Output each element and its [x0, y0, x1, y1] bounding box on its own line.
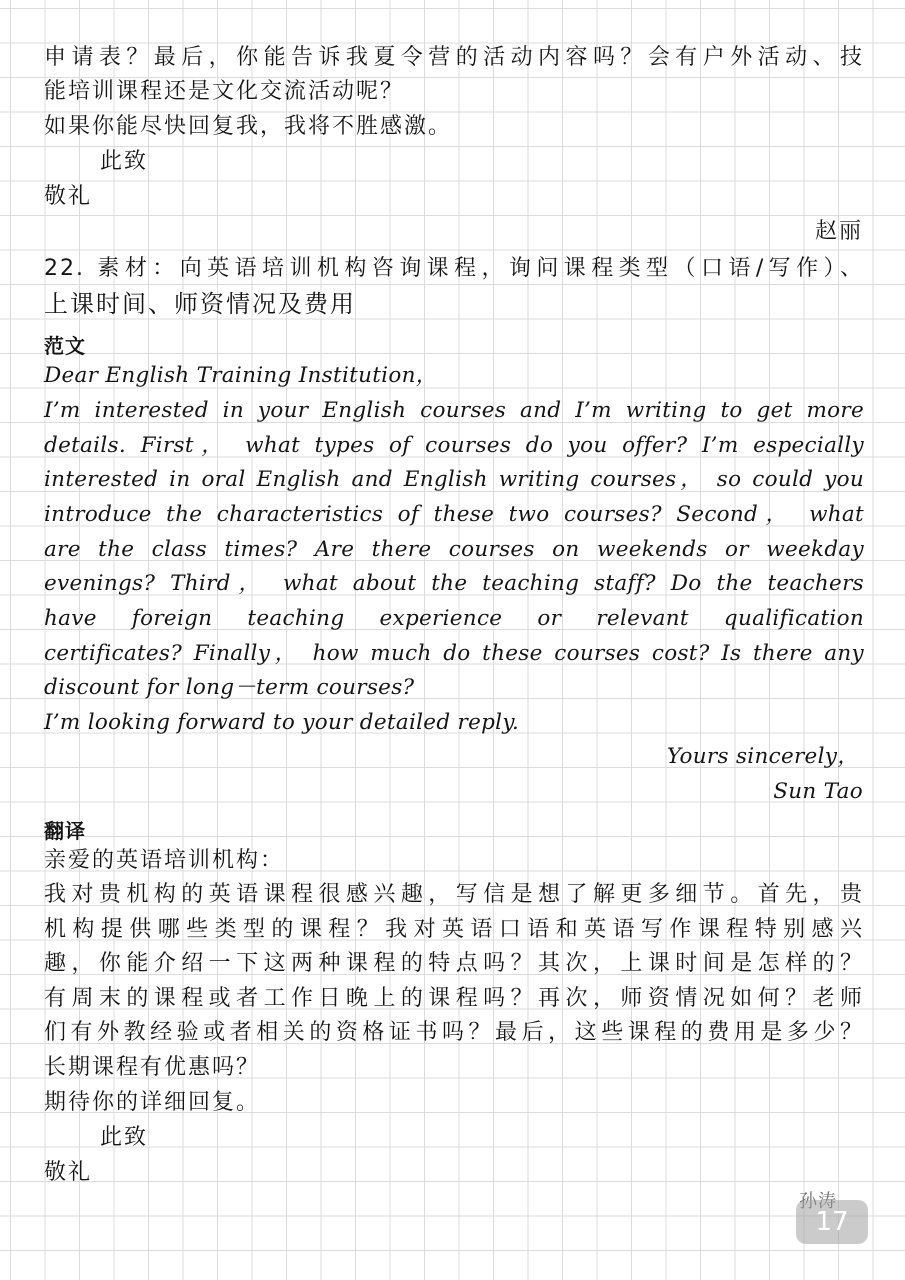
sample-line: have foreign teaching experience or relevant qualification: [44, 606, 864, 631]
translation-line: 期待你的详细回复。: [44, 1090, 261, 1115]
sample-line: details. First， what types of courses do you offer? I’m especially: [44, 433, 864, 458]
sample-closing: Yours sincerely，: [666, 744, 859, 769]
sample-line: introduce the characteristics of these two courses? Second， what: [44, 502, 864, 527]
sample-line: I’m interested in your English courses and I’m writing to get more: [44, 398, 864, 423]
translation-line: 有周末的课程或者工作日晚上的课程吗？再次，师资情况如何？老师: [44, 986, 864, 1011]
sample-line: are the class times? Are there courses on weekends or weekday: [44, 537, 864, 562]
translation-line: 长期课程有优惠吗？: [44, 1055, 261, 1080]
task-prompt-line-2: 上课时间、师资情况及费用: [44, 290, 356, 318]
translation-salutation: 亲爱的英语培训机构：: [44, 848, 285, 873]
previous-letter-line-3: 如果你能尽快回复我，我将不胜感激。: [44, 114, 453, 139]
sample-salutation: Dear English Training Institution，: [44, 363, 438, 388]
page-number-badge: 17: [796, 1200, 868, 1244]
translation-closing-2: 敬礼: [44, 1160, 93, 1185]
previous-letter-line-2: 能培训课程还是文化交流活动呢？: [44, 79, 405, 104]
translation-line: 我对贵机构的英语课程很感兴趣，写信是想了解更多细节。首先，贵: [44, 882, 864, 907]
translation-line: 机构提供哪些类型的课程？我对英语口语和英语写作课程特别感兴: [44, 917, 864, 942]
sample-line: discount for long－term courses?: [44, 675, 415, 700]
sample-line: I’m looking forward to your detailed reply.: [44, 710, 520, 735]
sample-signature: Sun Tao: [773, 779, 863, 804]
translation-line: 趣，你能介绍一下这两种课程的特点吗？其次，上课时间是怎样的？: [44, 951, 864, 976]
previous-letter-closing-2: 敬礼: [44, 184, 93, 209]
translation-closing-1: 此致: [100, 1125, 149, 1150]
previous-letter-line-1: 申请表？最后，你能告诉我夏令营的活动内容吗？会有户外活动、技: [44, 45, 864, 70]
sample-line: certificates? Finally， how much do these courses cost? Is there any: [44, 641, 864, 666]
sample-heading: 范文: [44, 334, 86, 358]
task-prompt-line-1: 22. 素材：向英语培训机构咨询课程，询问课程类型（口语/写作）、: [44, 256, 864, 281]
translation-heading: 翻译: [44, 819, 86, 843]
sample-line: interested in oral English and English writing courses， so could you: [44, 467, 864, 492]
sample-line: evenings? Third， what about the teaching staff? Do the teachers: [44, 571, 864, 596]
translation-line: 们有外教经验或者相关的资格证书吗？最后，这些课程的费用是多少？: [44, 1020, 864, 1045]
previous-letter-signature: 赵丽: [814, 219, 863, 244]
previous-letter-closing-1: 此致: [100, 149, 149, 174]
